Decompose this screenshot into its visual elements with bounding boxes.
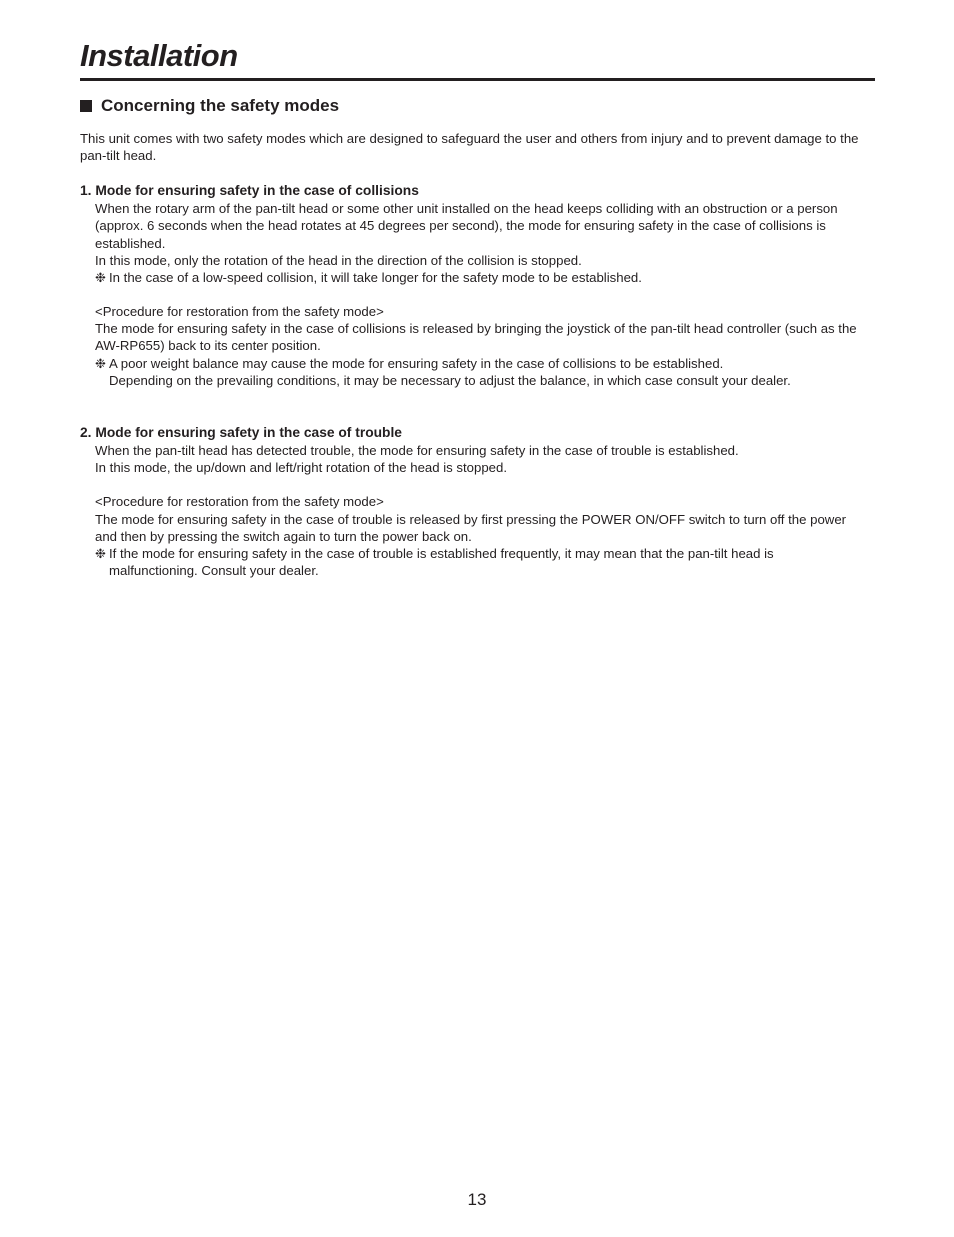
mode1-note-1 (95, 269, 865, 286)
mode1-note-2-line-2: Depending on the prevailing conditions, it may be necessary to adjust the balance, in which case consult your dealer. (109, 373, 791, 389)
mode2-note-text: If the mode for ensuring safety in the case of trouble is established frequently, it may mean that the pan-tilt head is malfunctioning. Consult your dealer. (109, 546, 774, 579)
section-heading (80, 95, 339, 117)
mode2-note (95, 545, 865, 580)
mode2-paragraph-2: In this mode, the up/down and left/right rotation of the head is stopped. (95, 460, 508, 475)
mode2-heading: 2. Mode for ensuring safety in the case of trouble (80, 425, 402, 440)
intro-paragraph: This unit comes with two safety modes which are designed to safeguard the user and others from injury and to prevent damage to the pan-tilt head. (80, 131, 859, 164)
page-number: 13 (467, 1190, 487, 1209)
note-mark-icon: ❉ (95, 270, 107, 285)
title-rule (80, 78, 875, 81)
mode1-procedure-label: <Procedure for restoration from the safety mode> (95, 304, 384, 319)
mode1-note-2-line-1: A poor weight balance may cause the mode for ensuring safety in the case of collisions to be established. (109, 356, 724, 371)
mode2-procedure-text: The mode for ensuring safety in the case of trouble is released by first pressing the POWER ON/OFF switch to turn off the power and then by pressing the switch again to turn the power back on. (95, 512, 847, 545)
mode1-note-2 (95, 355, 865, 390)
mode1-paragraph-1: When the rotary arm of the pan-tilt head or some other unit installed on the head keeps colliding with an obstruction or a person (approx. 6 seconds when the head rotates at 45 degrees per second), the mode for ensuring safety in the case of collisions is established. (95, 201, 838, 251)
mode2-procedure-label: <Procedure for restoration from the safety mode> (95, 494, 384, 509)
mode1-paragraph-2: In this mode, only the rotation of the head in the direction of the collision is stopped. (95, 253, 582, 268)
mode2-paragraph-1: When the pan-tilt head has detected trouble, the mode for ensuring safety in the case of trouble is established. (95, 443, 739, 458)
mode1-note-1-text: In the case of a low-speed collision, it will take longer for the safety mode to be established. (109, 270, 642, 285)
note-mark-icon: ❉ (95, 356, 107, 371)
page-title: Installation (80, 38, 238, 73)
mode1-procedure-text: The mode for ensuring safety in the case of collisions is released by bringing the joystick of the pan-tilt head controller (such as the AW-RP655) back to its center position. (95, 321, 857, 354)
square-bullet-icon (80, 100, 92, 112)
mode1-heading: 1. Mode for ensuring safety in the case of collisions (80, 183, 419, 198)
note-mark-icon: ❉ (95, 546, 107, 561)
section-heading-text: Concerning the safety modes (101, 96, 340, 115)
